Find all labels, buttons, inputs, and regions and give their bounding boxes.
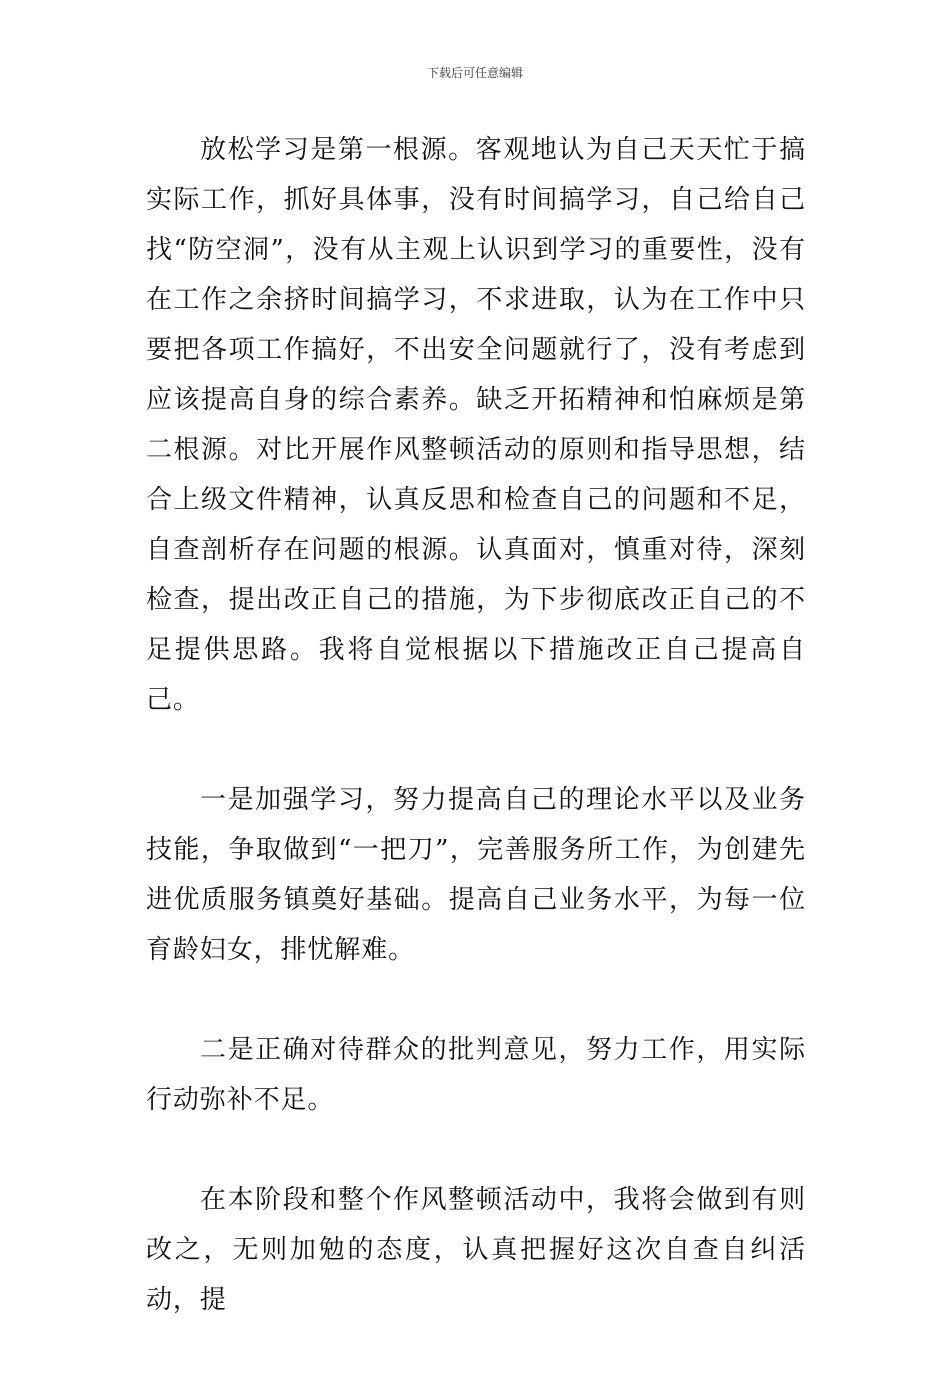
paragraph-commitment: 在本阶段和整个作风整顿活动中，我将会做到有则改之，无则加勉的态度，认真把握好这次自查自纠活动，提 [146, 1185, 806, 1315]
download-note: 下载后可任意编辑 [426, 66, 523, 80]
paragraph-root-causes: 放松学习是第一根源。客观地认为自己天天忙于搞实际工作，抓好具体事，没有时间搞学习，自己给自己找“防空洞”，没有从主观上认识到学习的重要性，没有在工作之余挤时间搞学习，不求进取，认为在工作中只要把各项工作搞好，不出安全问题就行了，没有考虑到应该提高自身的综合素养。缺乏开拓精神和怕麻烦是第二根源。对比开展作风整顿活动的原则和指导思想，结合上级文件精神，认真反思和检查自己的问题和不足，自查剖析存在问题的根源。认真面对，慎重对待，深刻检查，提出改正自己的措施，为下步彻底改正自己的不足提供思路。我将自觉根据以下措施改正自己提高自己。 [146, 135, 806, 715]
document-body [146, 125, 806, 1375]
paragraph-measure-two: 二是正确对待群众的批判意见，努力工作，用实际行动弥补不足。 [146, 1035, 806, 1115]
page-header [0, 66, 950, 80]
paragraph-measure-one: 一是加强学习，努力提高自己的理论水平以及业务技能，争取做到“一把刀”，完善服务所工作，为创建先进优质服务镇奠好基础。提高自己业务水平，为每一位育龄妇女，排忧解难。 [146, 785, 806, 965]
